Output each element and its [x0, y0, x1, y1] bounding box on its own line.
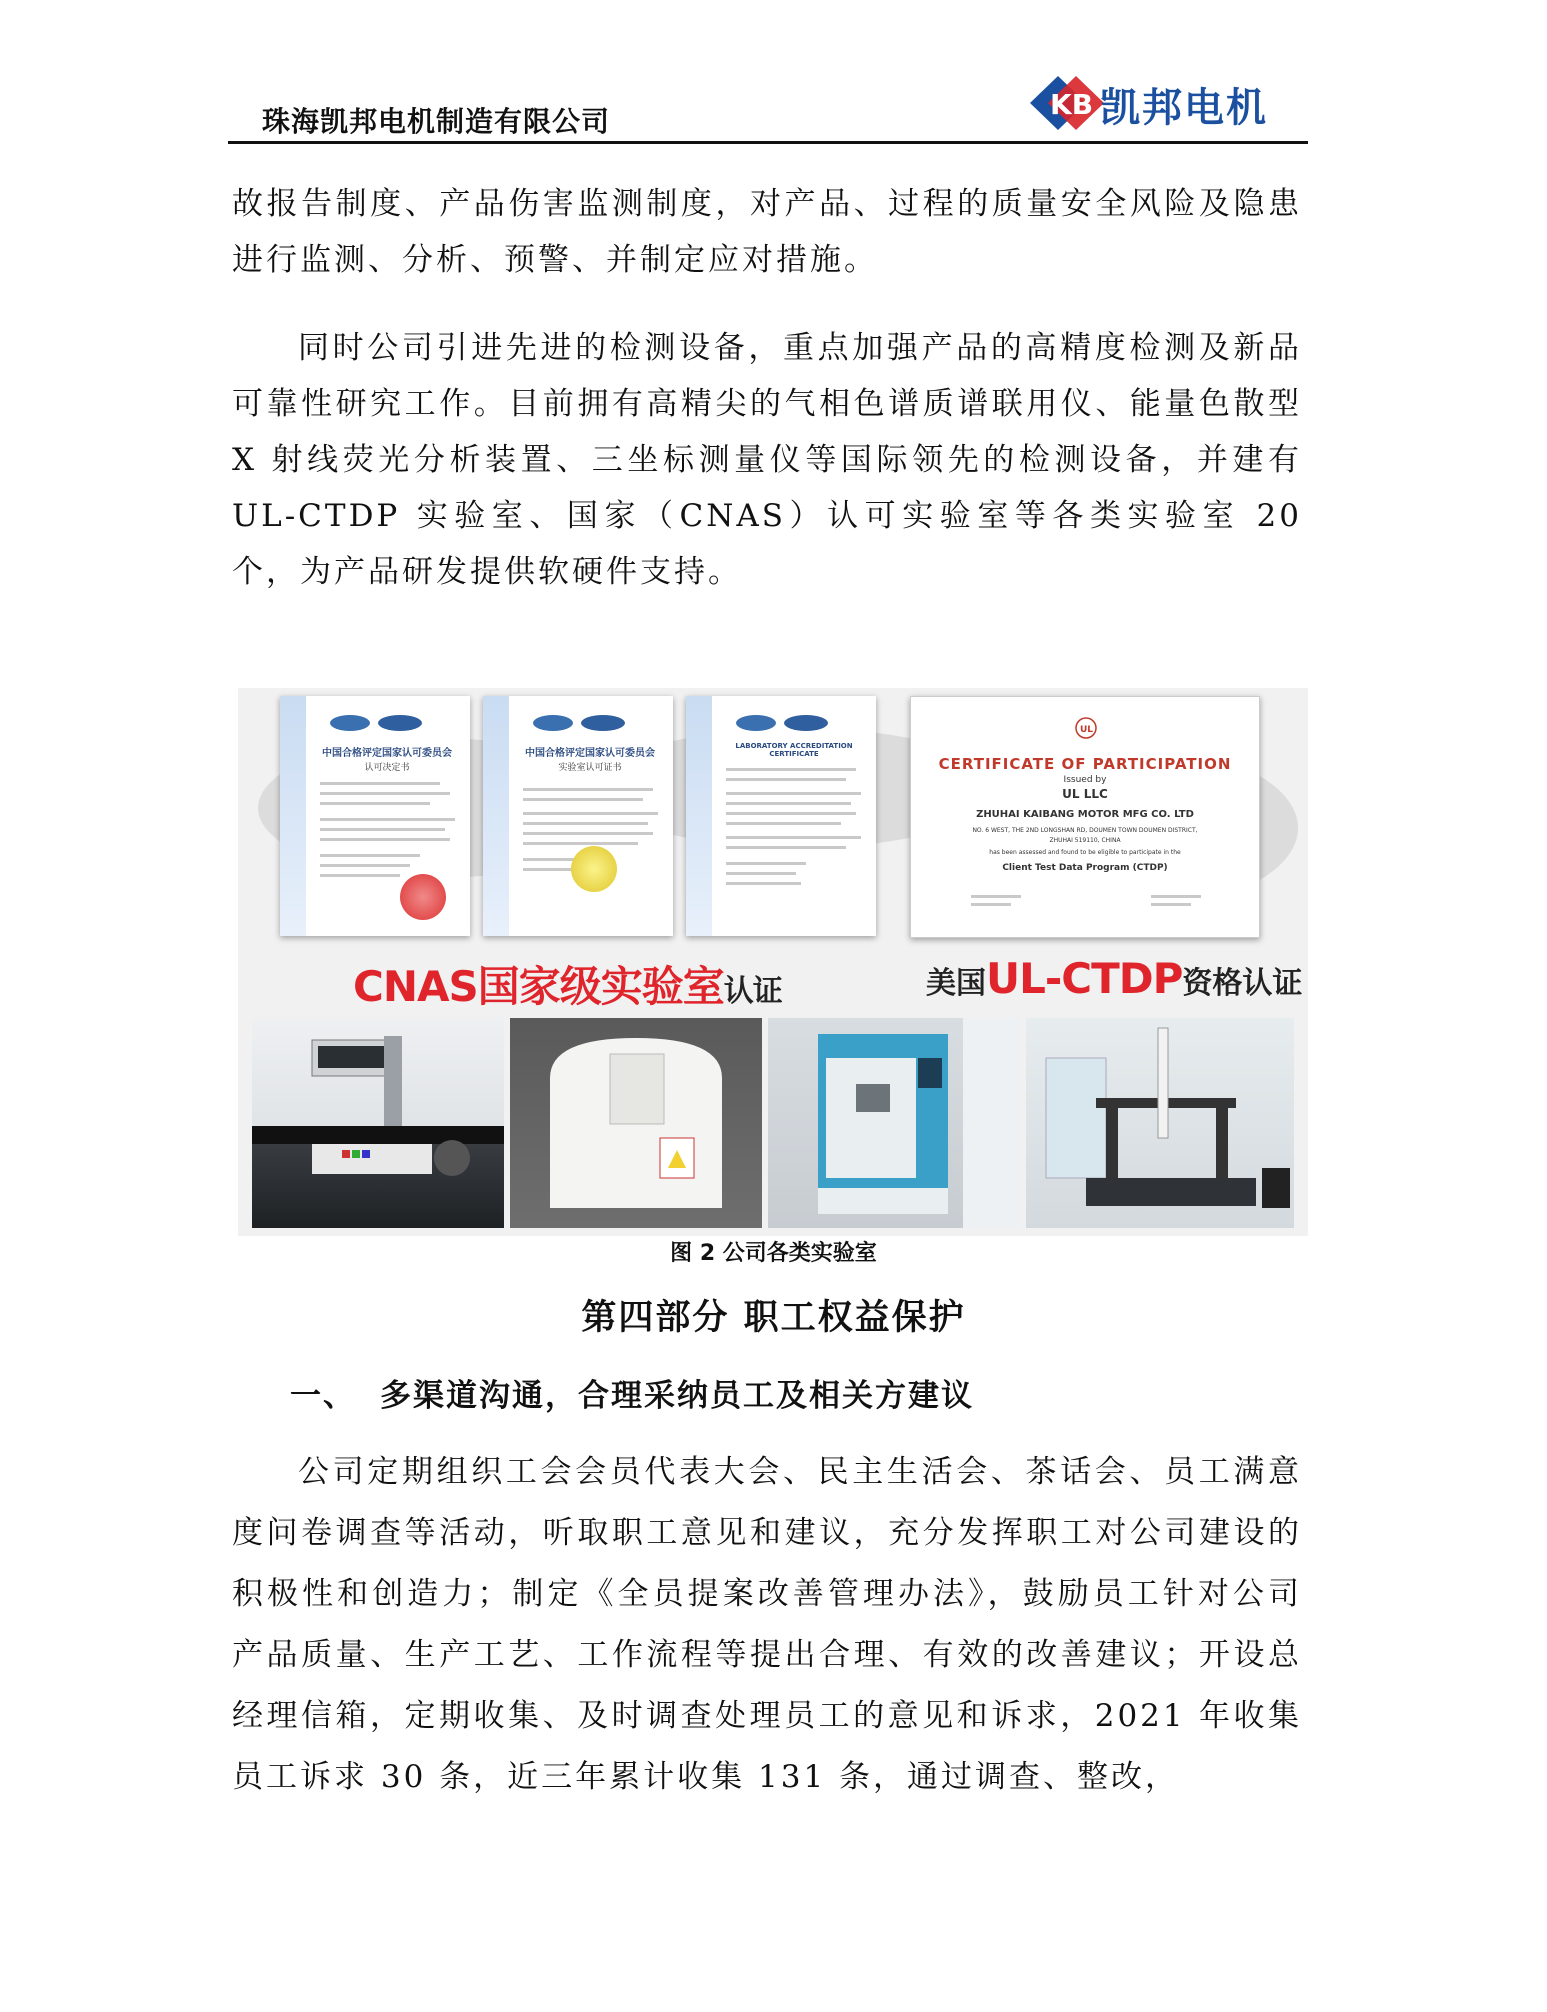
ul-certificate: [910, 696, 1260, 938]
svg-text:UL: UL: [1080, 725, 1094, 735]
cnas-logo-icon: [531, 714, 631, 732]
ul-ctdp-label: 美国UL-CTDP资格认证: [926, 954, 1303, 1003]
subsection-text: 多渠道沟通，合理采纳员工及相关方建议: [380, 1378, 974, 1414]
cert2-title: 中国合格评定国家认可委员会: [525, 748, 655, 759]
ul-logo-icon: [1075, 717, 1097, 739]
ul-cert-title: CERTIFICATE OF PARTICIPATION: [938, 755, 1232, 773]
ul-cert-program: Client Test Data Program (CTDP): [1002, 863, 1168, 873]
cnas-certificate-3: [686, 696, 876, 936]
paragraph-2: 同时公司引进先进的检测设备，重点加强产品的高精度检测及新品可靠性研究工作。目前拥有高精尖的气相色谱质谱联用仪、能量色散型 X 射线荧光分析装置、三坐标测量仪等国际领先的检测设备，并建有 UL-CTDP 实验室、国家（CNAS）认可实验室等各类实验室 20 个，为产品研发提供软硬件支持。: [232, 330, 1302, 590]
photo-xrf-analyzer: [510, 1018, 762, 1228]
ul-cert-statement: has been assessed and found to be eligible to participate in the: [989, 849, 1181, 856]
logo-mark: KB: [1050, 88, 1094, 121]
photo-coordinate-measuring-machine: [1026, 1018, 1294, 1228]
lab-figure: [238, 688, 1308, 1236]
cnas-logo-icon: [328, 714, 428, 732]
cert1-title: 中国合格评定国家认可委员会: [322, 748, 452, 759]
subsection-title: [290, 1370, 974, 1415]
ul-cert-issuer: UL LLC: [1062, 787, 1108, 801]
photo-climate-chamber: [768, 1018, 1020, 1228]
ul-cert-city: ZHUHAI 519110, CHINA: [1049, 837, 1121, 844]
paragraph-1: 故报告制度、产品伤害监测制度，对产品、过程的质量安全风险及隐患进行监测、分析、预警、并制定应对措施。: [232, 186, 1302, 278]
gold-seal-icon: [571, 846, 617, 892]
cnas-logo-icon: [734, 714, 834, 732]
cert3-title: LABORATORY ACCREDITATION CERTIFICATE: [735, 742, 853, 758]
company-name: 珠海凯邦电机制造有限公司: [262, 105, 611, 138]
header-rule: [228, 141, 1308, 144]
cnas-certificate-1: [280, 696, 470, 936]
subsection-number: 一、: [290, 1378, 356, 1414]
figure-caption: 图 2 公司各类实验室: [670, 1241, 877, 1266]
cert2-subtitle: 实验室认可证书: [558, 763, 622, 773]
paragraph-3: 公司定期组织工会会员代表大会、民主生活会、茶话会、员工满意度问卷调查等活动，听取职工意见和建议，充分发挥职工对公司建设的积极性和创造力；制定《全员提案改善管理办法》，鼓励员工针对公司产品质量、生产工艺、工作流程等提出合理、有效的改善建议；开设总经理信箱，定期收集、及时调查处理员工的意见和诉求，2021 年收集员工诉求 30 条，近三年累计收集 131 条，通过调查、整改，: [232, 1454, 1302, 1795]
cnas-certificate-2: [483, 696, 673, 936]
cnas-label: CNAS国家级实验室认证: [353, 962, 782, 1011]
cert1-subtitle: 认可决定书: [364, 763, 410, 773]
ul-cert-company: ZHUHAI KAIBANG MOTOR MFG CO. LTD: [976, 809, 1194, 820]
ul-cert-address: NO. 6 WEST, THE 2ND LONGSHAN RD, DOUMEN TOWN DOUMEN DISTRICT,: [972, 827, 1198, 834]
red-seal-icon: [400, 874, 446, 920]
section-title: 第四部分 职工权益保护: [581, 1297, 966, 1338]
logo-text: 凯邦电机: [1100, 85, 1268, 131]
ul-cert-issued-by: Issued by: [1063, 775, 1107, 785]
photo-measuring-instrument: [252, 1018, 504, 1228]
